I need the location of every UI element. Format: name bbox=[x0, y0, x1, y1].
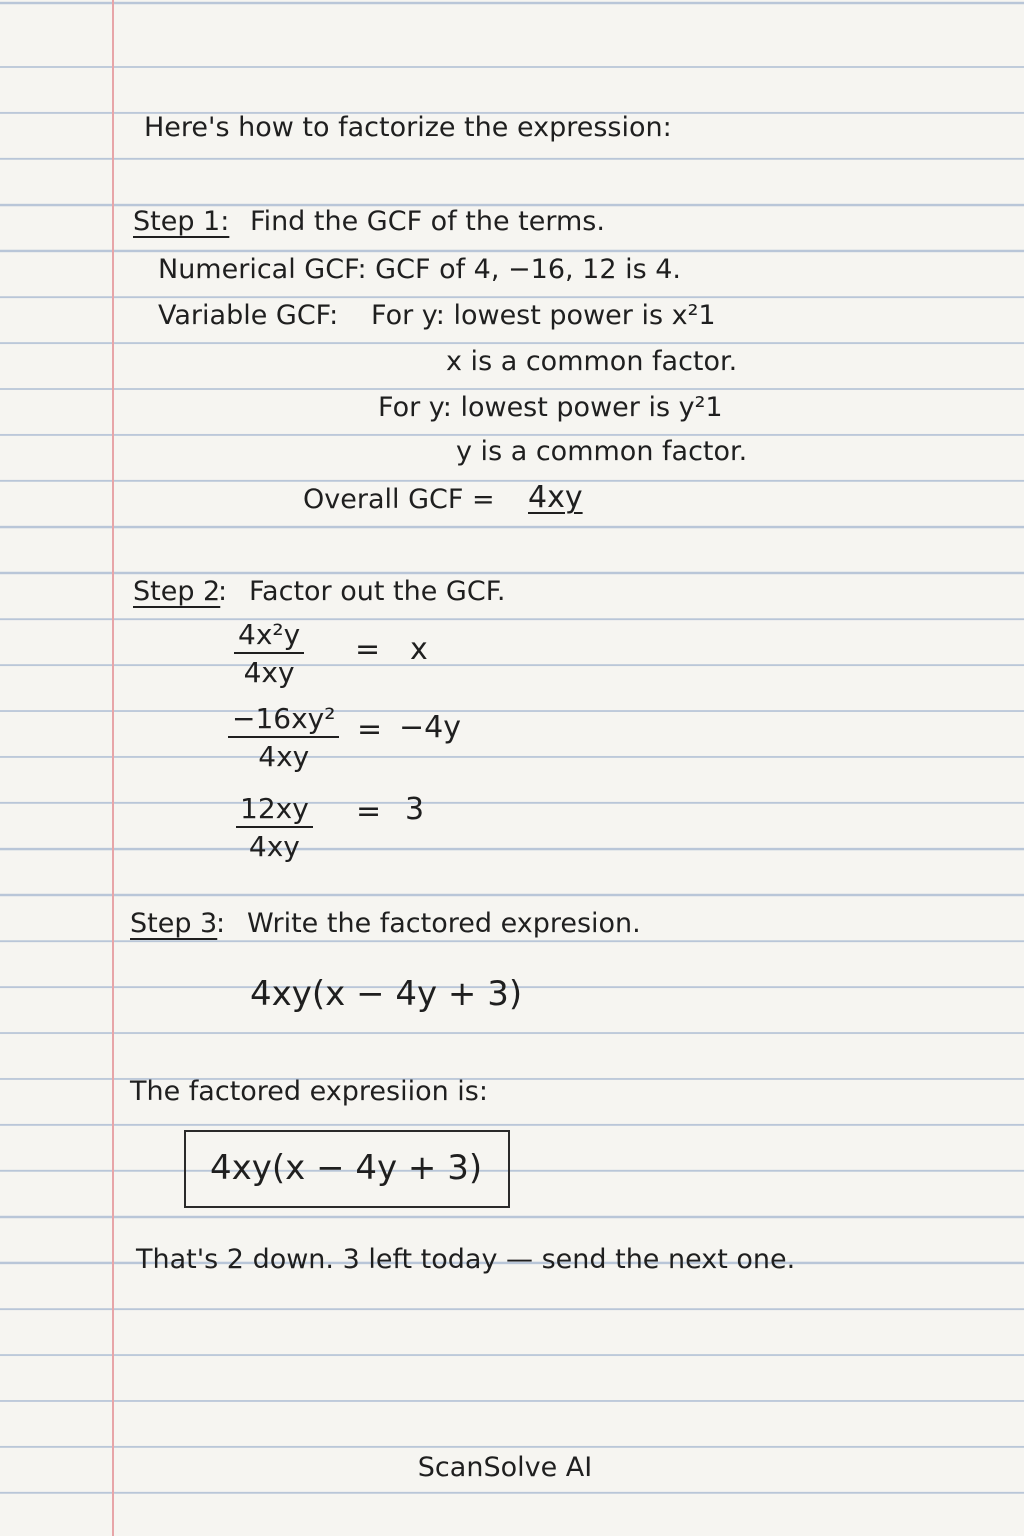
step1-label: Step 1: bbox=[133, 206, 230, 237]
intro-text: Here's how to factorize the expression: bbox=[144, 112, 672, 143]
quotient-term-3: 3 bbox=[405, 792, 425, 827]
factored-expression: 4xy(x − 4y + 3) bbox=[250, 974, 523, 1014]
step1-title: Find the GCF of the terms. bbox=[250, 206, 605, 237]
fraction-term-3 bbox=[236, 794, 313, 864]
equals-sign: = bbox=[355, 632, 381, 667]
step2-colon: : bbox=[218, 576, 228, 607]
quotient-term-2: −4y bbox=[399, 710, 461, 745]
x-common-factor: x is a common factor. bbox=[446, 346, 738, 377]
brand-footer: ScanSolve AI bbox=[417, 1452, 593, 1483]
fraction-denominator: 4xy bbox=[243, 656, 295, 689]
variable-gcf-label: Variable GCF: bbox=[158, 300, 339, 331]
step2-title: Factor out the GCF. bbox=[249, 576, 506, 607]
quotient-term-1: x bbox=[410, 632, 428, 667]
fraction-term-2 bbox=[228, 704, 339, 774]
margin-line bbox=[112, 0, 114, 1536]
variable-gcf-y: For y: lowest power is y²1 bbox=[378, 392, 723, 423]
y-common-factor: y is a common factor. bbox=[456, 436, 748, 467]
equals-sign: = bbox=[357, 712, 383, 747]
fraction-term-1 bbox=[234, 620, 304, 690]
answer-box bbox=[184, 1130, 510, 1208]
overall-gcf-value: 4xy bbox=[528, 480, 583, 515]
fraction-numerator: 4x²y bbox=[234, 620, 304, 654]
final-answer: 4xy(x − 4y + 3) bbox=[210, 1148, 483, 1188]
numerical-gcf: Numerical GCF: GCF of 4, −16, 12 is 4. bbox=[158, 254, 682, 285]
fraction-numerator: −16xy² bbox=[228, 704, 339, 738]
overall-gcf-label: Overall GCF = bbox=[303, 484, 495, 515]
fraction-denominator: 4xy bbox=[258, 740, 310, 773]
variable-gcf-x: For y: lowest power is x²1 bbox=[371, 300, 716, 331]
step2-label: Step 2 bbox=[133, 576, 221, 607]
step3-label: Step 3 bbox=[130, 908, 218, 939]
fraction-numerator: 12xy bbox=[236, 794, 313, 828]
conclusion-text: The factored expresiion is: bbox=[130, 1076, 488, 1107]
equals-sign: = bbox=[356, 794, 382, 829]
step3-colon: : bbox=[216, 908, 226, 939]
fraction-denominator: 4xy bbox=[248, 830, 300, 863]
step3-title: Write the factored expresion. bbox=[247, 908, 641, 939]
closing-text: That's 2 down. 3 left today — send the next one. bbox=[136, 1244, 796, 1275]
